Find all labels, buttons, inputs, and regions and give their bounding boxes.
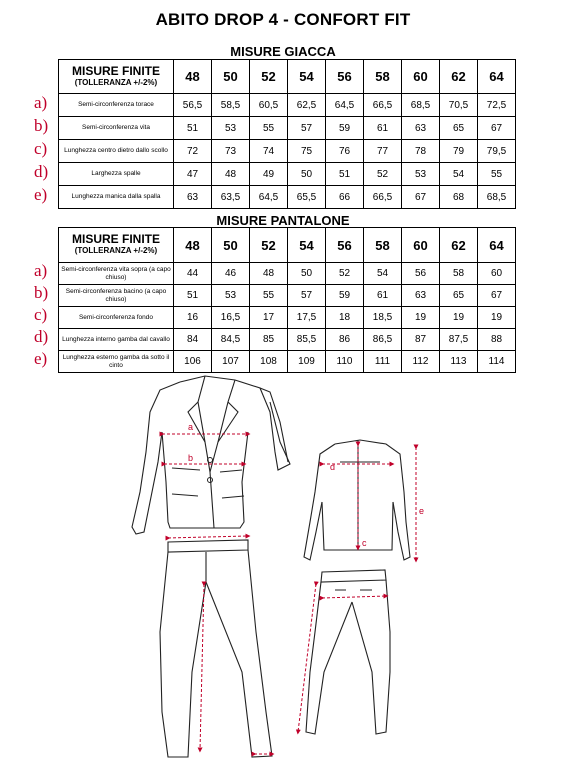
measure-value: 66,5 (364, 94, 402, 117)
measure-value: 53 (212, 117, 250, 140)
measure-value: 110 (326, 351, 364, 373)
row-letter: c) (34, 305, 48, 324)
measure-value: 114 (478, 351, 516, 373)
measure-value: 16,5 (212, 307, 250, 329)
measure-value: 111 (364, 351, 402, 373)
measure-value: 60,5 (250, 94, 288, 117)
measure-value: 51 (174, 285, 212, 307)
header-label-cell (59, 60, 174, 94)
measure-value: 67 (402, 186, 440, 209)
measure-value: 52 (364, 163, 402, 186)
measure-value: 68,5 (402, 94, 440, 117)
pants-back-drawing (306, 570, 390, 734)
diagram-label-e: e (419, 506, 425, 516)
pants-front-drawing (160, 540, 272, 757)
measure-value: 57 (288, 117, 326, 140)
measure-value: 17,5 (288, 307, 326, 329)
measure-value: 16 (174, 307, 212, 329)
jacket-size-table (58, 59, 516, 209)
size-header: 52 (250, 60, 288, 94)
measure-label: Semi-circonferenza fondo (59, 307, 174, 329)
measure-value: 65 (440, 285, 478, 307)
header-tolerance: (TOLLERANZA +/-2%) (74, 246, 158, 255)
measure-value: 19 (478, 307, 516, 329)
diagram-label-d: d (330, 462, 336, 472)
measure-value: 19 (440, 307, 478, 329)
measure-value: 47 (174, 163, 212, 186)
measure-value: 67 (478, 285, 516, 307)
measure-value: 113 (440, 351, 478, 373)
measure-value: 106 (174, 351, 212, 373)
measure-value: 50 (288, 163, 326, 186)
measure-value: 53 (212, 285, 250, 307)
suit-technical-drawing (110, 372, 440, 772)
table-row (59, 263, 516, 285)
measure-value: 64,5 (250, 186, 288, 209)
measure-value: 66,5 (364, 186, 402, 209)
measure-value: 62,5 (288, 94, 326, 117)
measure-label: Lunghezza manica dalla spalla (59, 186, 174, 209)
measure-value: 72,5 (478, 94, 516, 117)
jacket-measure-lines (162, 434, 248, 464)
size-header: 56 (326, 60, 364, 94)
table-row (59, 140, 516, 163)
measure-value: 54 (364, 263, 402, 285)
measure-value: 75 (288, 140, 326, 163)
table-row (59, 94, 516, 117)
size-header: 64 (478, 228, 516, 263)
measure-value: 78 (402, 140, 440, 163)
measure-value: 18 (326, 307, 364, 329)
table-row (59, 307, 516, 329)
measure-value: 74 (250, 140, 288, 163)
row-letter: e) (34, 185, 48, 204)
measure-value: 46 (212, 263, 250, 285)
measure-value: 65,5 (288, 186, 326, 209)
measure-value: 48 (250, 263, 288, 285)
measure-value: 57 (288, 285, 326, 307)
size-header: 64 (478, 60, 516, 94)
row-letter: b) (34, 283, 49, 302)
size-header: 60 (402, 228, 440, 263)
measure-value: 44 (174, 263, 212, 285)
table-row (59, 117, 516, 140)
pants-size-table (58, 227, 516, 373)
measure-label: Lunghezza esterno gamba da sotto il cinto (59, 351, 174, 373)
row-letter: a) (34, 261, 48, 280)
measure-value: 87,5 (440, 329, 478, 351)
size-header: 58 (364, 60, 402, 94)
diagram-label-b: b (188, 453, 194, 463)
measure-value: 85,5 (288, 329, 326, 351)
measure-value: 60 (478, 263, 516, 285)
jacket-front-drawing (132, 376, 290, 534)
measure-value: 63 (402, 285, 440, 307)
pants-heading: MISURE PANTALONE (216, 213, 350, 228)
size-header: 50 (212, 60, 250, 94)
diagram-label-a: a (188, 422, 194, 432)
measure-value: 70,5 (440, 94, 478, 117)
measure-value: 55 (250, 285, 288, 307)
header-label: MISURE FINITE (71, 232, 160, 246)
measure-value: 73 (212, 140, 250, 163)
measure-value: 56 (402, 263, 440, 285)
measure-value: 18,5 (364, 307, 402, 329)
measure-value: 50 (288, 263, 326, 285)
measure-value: 84 (174, 329, 212, 351)
measure-value: 53 (402, 163, 440, 186)
measure-value: 72 (174, 140, 212, 163)
size-header: 54 (288, 228, 326, 263)
measure-value: 17 (250, 307, 288, 329)
measure-value: 112 (402, 351, 440, 373)
measure-value: 51 (174, 117, 212, 140)
table-header-row (59, 60, 516, 94)
measure-value: 76 (326, 140, 364, 163)
size-header: 52 (250, 228, 288, 263)
header-label-cell (59, 228, 174, 263)
table-row (59, 351, 516, 373)
measure-value: 58,5 (212, 94, 250, 117)
diagram-label-c: c (362, 538, 367, 548)
row-letter: a) (34, 93, 48, 112)
size-header: 48 (174, 228, 212, 263)
measure-value: 63 (174, 186, 212, 209)
measure-value: 58 (440, 263, 478, 285)
measure-value: 86 (326, 329, 364, 351)
pants-front-measure-lines (168, 536, 272, 754)
measure-value: 61 (364, 285, 402, 307)
measure-value: 51 (326, 163, 364, 186)
measure-value: 84,5 (212, 329, 250, 351)
measure-value: 108 (250, 351, 288, 373)
measure-value: 54 (440, 163, 478, 186)
table-row (59, 186, 516, 209)
header-label: MISURE FINITE (71, 63, 160, 78)
measure-value: 61 (364, 117, 402, 140)
measure-label: Lunghezza interno gamba dal cavallo (59, 329, 174, 351)
measure-value: 86,5 (364, 329, 402, 351)
measure-value: 107 (212, 351, 250, 373)
measure-value: 59 (326, 117, 364, 140)
size-header: 62 (440, 228, 478, 263)
measure-label: Larghezza spalle (59, 163, 174, 186)
size-header: 62 (440, 60, 478, 94)
size-header: 58 (364, 228, 402, 263)
measure-value: 88 (478, 329, 516, 351)
measure-value: 68 (440, 186, 478, 209)
measure-value: 19 (402, 307, 440, 329)
measure-value: 87 (402, 329, 440, 351)
measure-value: 64,5 (326, 94, 364, 117)
size-header: 50 (212, 228, 250, 263)
table-header-row (59, 228, 516, 263)
row-letter: b) (34, 116, 49, 135)
measure-value: 66 (326, 186, 364, 209)
measure-value: 79 (440, 140, 478, 163)
jacket-back-measure-lines (322, 444, 416, 560)
measure-value: 77 (364, 140, 402, 163)
measure-value: 56,5 (174, 94, 212, 117)
jacket-heading: MISURE GIACCA (230, 44, 336, 59)
measure-value: 79,5 (478, 140, 516, 163)
page-title: ABITO DROP 4 - CONFORT FIT (155, 10, 411, 29)
measure-value: 85 (250, 329, 288, 351)
row-letter: e) (34, 349, 48, 368)
measure-value: 109 (288, 351, 326, 373)
jacket-back-drawing (304, 440, 410, 560)
row-letter: d) (34, 327, 49, 346)
row-letter: c) (34, 139, 48, 158)
table-row (59, 329, 516, 351)
measure-value: 65 (440, 117, 478, 140)
measure-label: Semi-circonferenza vita sopra (a capo chiuso) (59, 263, 174, 285)
size-header: 48 (174, 60, 212, 94)
measure-value: 55 (478, 163, 516, 186)
measure-label: Semi-circonferenza vita (59, 117, 174, 140)
header-tolerance: (TOLLERANZA +/-2%) (74, 77, 158, 87)
measure-value: 48 (212, 163, 250, 186)
measure-value: 67 (478, 117, 516, 140)
measure-value: 55 (250, 117, 288, 140)
size-header: 54 (288, 60, 326, 94)
measure-value: 63 (402, 117, 440, 140)
size-header: 60 (402, 60, 440, 94)
measure-value: 52 (326, 263, 364, 285)
measure-value: 59 (326, 285, 364, 307)
measure-value: 63,5 (212, 186, 250, 209)
table-row (59, 163, 516, 186)
measure-label: Semi-circonferenza torace (59, 94, 174, 117)
table-row (59, 285, 516, 307)
size-header: 56 (326, 228, 364, 263)
measure-value: 49 (250, 163, 288, 186)
row-letter: d) (34, 162, 49, 181)
measure-label: Semi-circonferenza bacino (a capo chiuso) (59, 285, 174, 307)
measure-label: Lunghezza centro dietro dallo scollo (59, 140, 174, 163)
measure-value: 68,5 (478, 186, 516, 209)
